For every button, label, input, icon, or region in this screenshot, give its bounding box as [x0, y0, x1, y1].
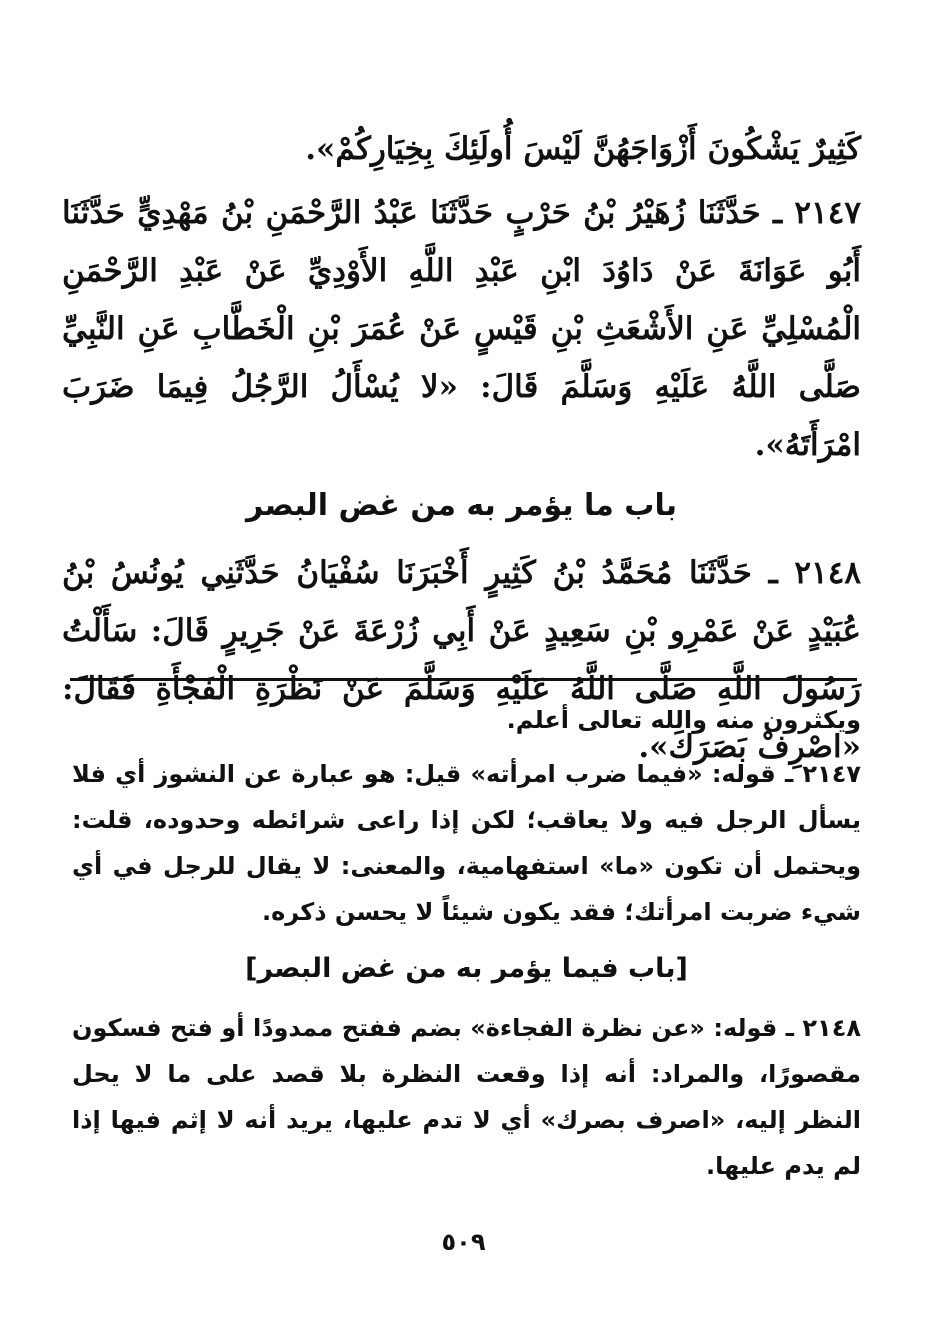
footnote-divider: [70, 678, 857, 681]
commentary-chapter-heading: [باب فيما يؤمر به من غض البصر]: [245, 953, 688, 984]
commentary-block: [72, 697, 861, 1189]
commentary-intro: ويكثرون منه والله تعالى أعلم.: [506, 706, 861, 734]
paragraph-intro: كَثِيرٌ يَشْكُونَ أَزْوَاجَهُنَّ لَيْسَ أُولَئِكَ بِخِيَارِكُمْ».: [305, 131, 861, 167]
hadith-2147: ٢١٤٧ ـ حَدَّثَنَا زُهَيْرُ بْنُ حَرْبٍ حَدَّثَنَا عَبْدُ الرَّحْمَنِ بْنُ مَهْدِيٍّ حَدَّثَنَا أَبُو عَوَانَةَ عَنْ دَاوُدَ ابْنِ عَبْدِ اللَّهِ الأَوْدِيِّ عَنْ عَبْدِ الرَّحْمَنِ الْمُسْلِيِّ عَنِ الأَشْعَثِ بْنِ قَيْسٍ عَنْ عُمَرَ بْنِ الْخَطَّابِ عَنِ النَّبِيِّ صَلَّى اللَّهُ عَلَيْهِ وَسَلَّمَ قَالَ: «لا يُسْأَلُ الرَّجُلُ فِيمَا ضَرَبَ امْرَأَتَهُ».: [62, 195, 861, 463]
commentary-note-2147: ٢١٤٧ ـ قوله: «فيما ضرب امرأته» قيل: هو عبارة عن النشوز أي فلا يسأل الرجل فيه ولا يعاقب؛ لكن إذا راعى شرائطه وحدوده، قلت: ويحتمل أن تكون «ما» استفهامية، والمعنى: لا يقال للرجل في أي شيء ضربت امرأتك؛ فقد يكون شيئاً لا يحسن ذكره.: [72, 760, 861, 926]
commentary-note-2148: ٢١٤٨ ـ قوله: «عن نظرة الفجاءة» بضم ففتح ممدودًا أو فتح فسكون مقصورًا، والمراد: أنه إذا وقعت النظرة بلا قصد على ما لا يحل النظر إليه، «اصرف بصرك» أي لا تدم عليها، يريد أنه لا إثم فيها إذا لم يدم عليها.: [72, 1014, 861, 1180]
chapter-heading: باب ما يؤمر به من غض البصر: [246, 488, 677, 523]
hadith-2148: ٢١٤٨ ـ حَدَّثَنَا مُحَمَّدُ بْنُ كَثِيرٍ أَخْبَرَنَا سُفْيَانُ حَدَّثَنِي يُونُسُ بْنُ عُبَيْدٍ عَنْ عَمْرِو بْنِ سَعِيدٍ عَنْ أَبِي زُرْعَةَ عَنْ جَرِيرٍ قَالَ: سَأَلْتُ رَسُولَ اللَّهِ صَلَّى اللَّهُ عَلَيْهِ وَسَلَّمَ عَنْ نَظْرَةِ الْفَجْأَةِ فَقَالَ: «اصْرِفْ بَصَرَكَ».: [62, 555, 862, 765]
page-number: ٥٠٩: [441, 1228, 486, 1256]
